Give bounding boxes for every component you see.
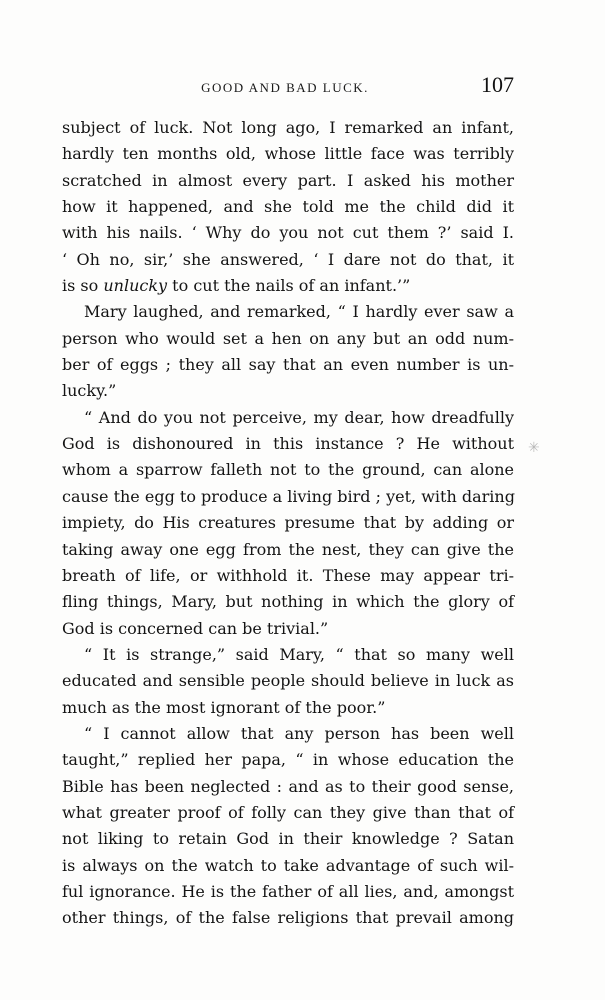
text-line: not liking to retain God in their knowledge ? Satan bbox=[62, 829, 514, 849]
text-line: other things, of the false religions that prevail among bbox=[62, 908, 514, 928]
page-number: 107 bbox=[481, 72, 514, 97]
text-line: is so unlucky to cut the nails of an infant.’” bbox=[62, 276, 411, 296]
text-line: scratched in almost every part. I asked his mother bbox=[62, 170, 514, 190]
text-line: hardly ten months old, whose little face was terribly bbox=[62, 144, 514, 164]
text-line: God is dishonoured in this instance ? He without bbox=[62, 434, 514, 454]
body-text bbox=[62, 115, 514, 932]
text-line: impiety, do His creatures presume that by adding or bbox=[62, 513, 514, 533]
text-line: educated and sensible people should believe in luck as bbox=[62, 671, 514, 691]
text-line: “ And do you not perceive, my dear, how dreadfully bbox=[84, 407, 514, 427]
running-title: GOOD AND BAD LUCK. bbox=[201, 80, 369, 95]
text-line: lucky.” bbox=[62, 381, 117, 401]
text-line: Bible has been neglected : and as to their good sense, bbox=[62, 776, 514, 796]
text-line: much as the most ignorant of the poor.” bbox=[62, 697, 386, 717]
text-line: God is concerned can be trivial.” bbox=[62, 618, 329, 638]
text-line: taking away one egg from the nest, they can give the bbox=[62, 539, 514, 559]
text-line: “ It is strange,” said Mary, “ that so many well bbox=[84, 644, 514, 664]
text-line: subject of luck. Not long ago, I remarked an infant, bbox=[62, 118, 514, 137]
text-line: how it happened, and she told me the child did it bbox=[62, 197, 514, 217]
text-line: person who would set a hen on any but an odd num- bbox=[62, 328, 514, 348]
running-head bbox=[56, 72, 514, 106]
text-line: fling things, Mary, but nothing in which the glory of bbox=[62, 592, 514, 612]
text-line: with his nails. ‘ Why do you not cut them ?’ said I. bbox=[62, 223, 514, 243]
paper-speck-mark: ✳ bbox=[528, 440, 540, 456]
text-line: cause the egg to produce a living bird ; yet, with daring bbox=[62, 486, 515, 506]
text-line: ‘ Oh no, sir,’ she answered, ‘ I dare not do that, it bbox=[62, 249, 514, 269]
text-line: is always on the watch to take advantage of such wil- bbox=[62, 855, 514, 875]
text-line: “ I cannot allow that any person has been well bbox=[84, 723, 514, 743]
text-line: what greater proof of folly can they give than that of bbox=[62, 802, 514, 822]
text-line: ber of eggs ; they all say that an even number is un- bbox=[62, 355, 514, 375]
text-line: Mary laughed, and remarked, “ I hardly ever saw a bbox=[84, 302, 514, 322]
text-line: breath of life, or withhold it. These may appear tri- bbox=[62, 565, 514, 585]
text-line: taught,” replied her papa, “ in whose education the bbox=[62, 750, 514, 770]
italic-emphasis: unlucky bbox=[103, 276, 168, 296]
text-line: ful ignorance. He is the father of all lies, and, amongst bbox=[62, 881, 514, 901]
text-line: whom a sparrow falleth not to the ground, can alone bbox=[62, 460, 514, 480]
